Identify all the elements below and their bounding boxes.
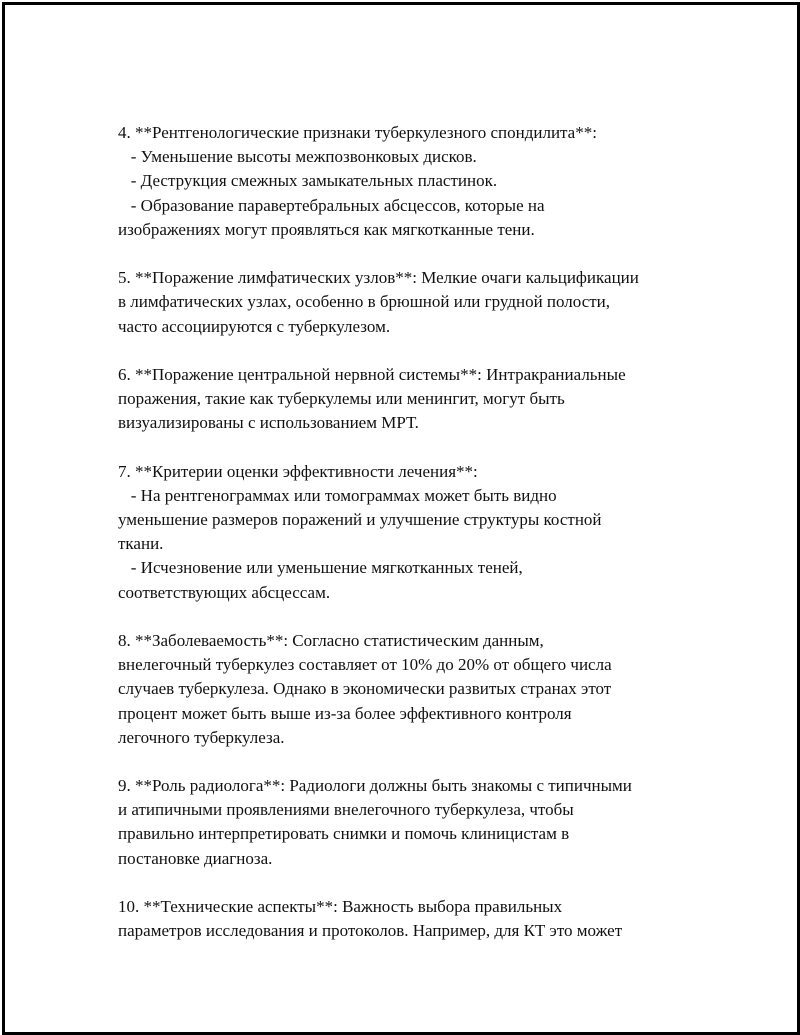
text-line: - Деструкция смежных замыкательных пластинок. (118, 171, 498, 191)
document-body (118, 121, 718, 943)
text-line: 5. **Поражение лимфатических узлов**: Мелкие очаги кальцификации (118, 268, 639, 288)
text-line: - Исчезновение или уменьшение мягкотканных теней, (118, 558, 523, 578)
text-line: - Образование паравертебральных абсцессов, которые на (118, 195, 545, 215)
text-line: уменьшение размеров поражений и улучшение структуры костной (118, 510, 602, 529)
paragraph-gap (118, 871, 718, 895)
paragraph-gap (118, 605, 718, 629)
paragraph-8 (118, 629, 718, 750)
text-line: 10. **Технические аспекты**: Важность выбора правильных (118, 897, 563, 916)
text-line: визуализированы с использованием МРТ. (118, 413, 419, 433)
text-line: в лимфатических узлах, особенно в брюшной или грудной полости, (118, 292, 611, 312)
text-line: параметров исследования и протоколов. Например, для КТ это может (118, 921, 623, 941)
text-line: легочного туберкулеза. (118, 727, 285, 747)
text-line: 6. **Поражение центральной нервной системы**: Интракраниальные (118, 364, 626, 384)
paragraph-9 (118, 774, 718, 871)
paragraph-10 (118, 895, 718, 943)
text-line: изображениях могут проявляться как мягкотканные тени. (118, 219, 535, 239)
text-line: 9. **Роль радиолога**: Радиологи должны быть знакомы с типичными (118, 776, 632, 796)
text-line: часто ассоциируются с туберкулезом. (118, 316, 391, 336)
text-line: 4. **Рентгенологические признаки туберкулезного спондилита**: (118, 123, 597, 142)
paragraph-gap (118, 339, 718, 363)
paragraph-5 (118, 266, 718, 339)
text-line: правильно интерпретировать снимки и помочь клиницистам в (118, 824, 570, 844)
text-line: - Уменьшение высоты межпозвонковых дисков. (118, 147, 477, 167)
paragraph-7 (118, 460, 718, 605)
text-line: внелегочный туберкулез составляет от 10% до 20% от общего числа (118, 655, 612, 675)
text-line: процент может быть выше из-за более эффективного контроля (118, 703, 572, 723)
text-line: - На рентгенограммах или томограммах может быть видно (118, 485, 557, 505)
text-line: 7. **Критерии оценки эффективности лечения**: (118, 461, 478, 481)
text-line: ткани. (118, 534, 164, 554)
text-line: 8. **Заболеваемость**: Согласно статистическим данным, (118, 630, 544, 650)
paragraph-6 (118, 363, 718, 436)
paragraph-4 (118, 121, 718, 242)
paragraph-gap (118, 750, 718, 774)
text-line: постановке диагноза. (118, 848, 273, 868)
text-line: и атипичными проявлениями внелегочного туберкулеза, чтобы (118, 800, 574, 820)
text-line: поражения, такие как туберкулемы или менингит, могут быть (118, 389, 565, 409)
text-line: соответствующих абсцессам. (118, 582, 331, 602)
page-frame (2, 2, 800, 1035)
text-line: случаев туберкулеза. Однако в экономически развитых странах этот (118, 679, 612, 699)
paragraph-gap (118, 435, 718, 459)
paragraph-gap (118, 242, 718, 266)
